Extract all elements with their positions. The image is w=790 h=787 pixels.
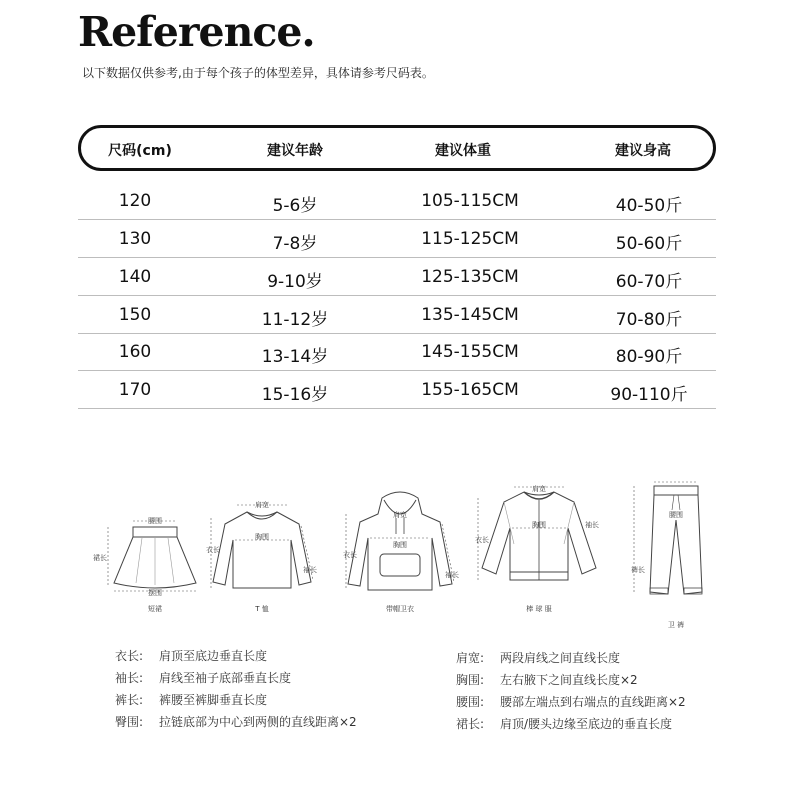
cell-height: 70-80斤 — [615, 310, 683, 330]
cell-age: 15-16岁 — [261, 385, 329, 405]
cell-size: 170 — [118, 380, 152, 400]
row-divider — [78, 370, 716, 371]
disclaimer-note: 以下数据仅供参考,由于每个孩子的体型差异，具体请参考尺码表。 — [82, 66, 434, 80]
label-sleeve: 袖长 — [445, 571, 459, 579]
garment-name-hoodie: 带帽卫衣 — [386, 605, 414, 613]
cell-age: 13-14岁 — [261, 347, 329, 367]
cell-weight: 105-115CM — [421, 191, 519, 211]
label-shoulder: 肩宽 — [255, 501, 269, 509]
cell-height: 50-60斤 — [615, 234, 683, 254]
definition-item: 衣长: 肩顶至底边垂直长度 — [115, 649, 268, 663]
header-height: 建议身高 — [615, 143, 671, 159]
definition-item: 腰围: 腰部左端点到右端点的直线距离×2 — [456, 695, 686, 709]
tshirt-diagram — [207, 500, 317, 600]
page-title: Reference. — [78, 8, 315, 56]
cell-size: 160 — [118, 342, 152, 362]
table-row — [78, 221, 716, 258]
label-length: 衣长 — [343, 551, 357, 559]
row-divider — [78, 295, 716, 296]
cell-age: 11-12岁 — [261, 310, 329, 330]
label-sleeve: 袖长 — [585, 521, 599, 529]
garment-name-skirt: 短裙 — [148, 605, 162, 613]
label-length: 衣长 — [475, 536, 489, 544]
definition-item: 胸围: 左右腋下之间直线长度×2 — [456, 673, 638, 687]
row-divider — [78, 219, 716, 220]
header-size: 尺码(cm) — [108, 143, 172, 159]
definition-item: 裤长: 裤腰至裤脚垂直长度 — [115, 693, 268, 707]
label-waist: 腰围 — [669, 511, 683, 519]
label-shoulder: 肩宽 — [532, 485, 546, 493]
cell-height: 80-90斤 — [615, 347, 683, 367]
cell-size: 120 — [118, 191, 152, 211]
row-divider — [78, 408, 716, 409]
label-length: 衣长 — [206, 546, 220, 554]
cell-size: 150 — [118, 305, 152, 325]
label-chest: 胸围 — [532, 521, 546, 529]
cell-weight: 155-165CM — [421, 380, 519, 400]
header-age: 建议年龄 — [267, 143, 323, 159]
table-row — [78, 297, 716, 334]
table-row — [78, 334, 716, 371]
label-chest: 胸围 — [393, 541, 407, 549]
cell-height: 60-70斤 — [615, 272, 683, 292]
definition-item: 裙长: 肩顶/腰头边缘至底边的垂直长度 — [456, 717, 673, 731]
table-row — [78, 372, 716, 409]
cell-height: 90-110斤 — [610, 385, 688, 405]
label-shoulder: 肩宽 — [393, 511, 407, 519]
garment-name-tshirt: T 恤 — [255, 605, 269, 613]
label-pants-length: 裤长 — [631, 566, 645, 574]
baseball-jacket-diagram — [474, 484, 604, 594]
definition-item: 袖长: 肩线至袖子底部垂直长度 — [115, 671, 292, 685]
cell-age: 9-10岁 — [267, 272, 323, 292]
cell-weight: 115-125CM — [421, 229, 519, 249]
label-chest: 胸围 — [255, 533, 269, 541]
cell-age: 7-8岁 — [272, 234, 318, 254]
garment-name-joggers: 卫 裤 — [667, 621, 685, 629]
label-waist: 腰围 — [148, 517, 162, 525]
cell-size: 140 — [118, 267, 152, 287]
cell-height: 40-50斤 — [615, 196, 683, 216]
label-sleeve: 袖长 — [303, 566, 317, 574]
label-skirt-length: 裙长 — [93, 554, 107, 562]
definition-item: 肩宽: 两段肩线之间直线长度 — [456, 651, 621, 665]
row-divider — [78, 257, 716, 258]
cell-size: 130 — [118, 229, 152, 249]
header-weight: 建议体重 — [435, 143, 491, 159]
joggers-diagram — [628, 480, 718, 606]
cell-weight: 145-155CM — [421, 342, 519, 362]
label-hem: 摆围 — [148, 589, 162, 597]
cell-weight: 135-145CM — [421, 305, 519, 325]
definition-item: 臀围: 拉链底部为中心到两侧的直线距离×2 — [115, 715, 357, 729]
cell-weight: 125-135CM — [421, 267, 519, 287]
garment-name-jacket: 棒 球 服 — [526, 605, 552, 613]
table-row — [78, 183, 716, 220]
cell-age: 5-6岁 — [272, 196, 318, 216]
table-row — [78, 259, 716, 296]
